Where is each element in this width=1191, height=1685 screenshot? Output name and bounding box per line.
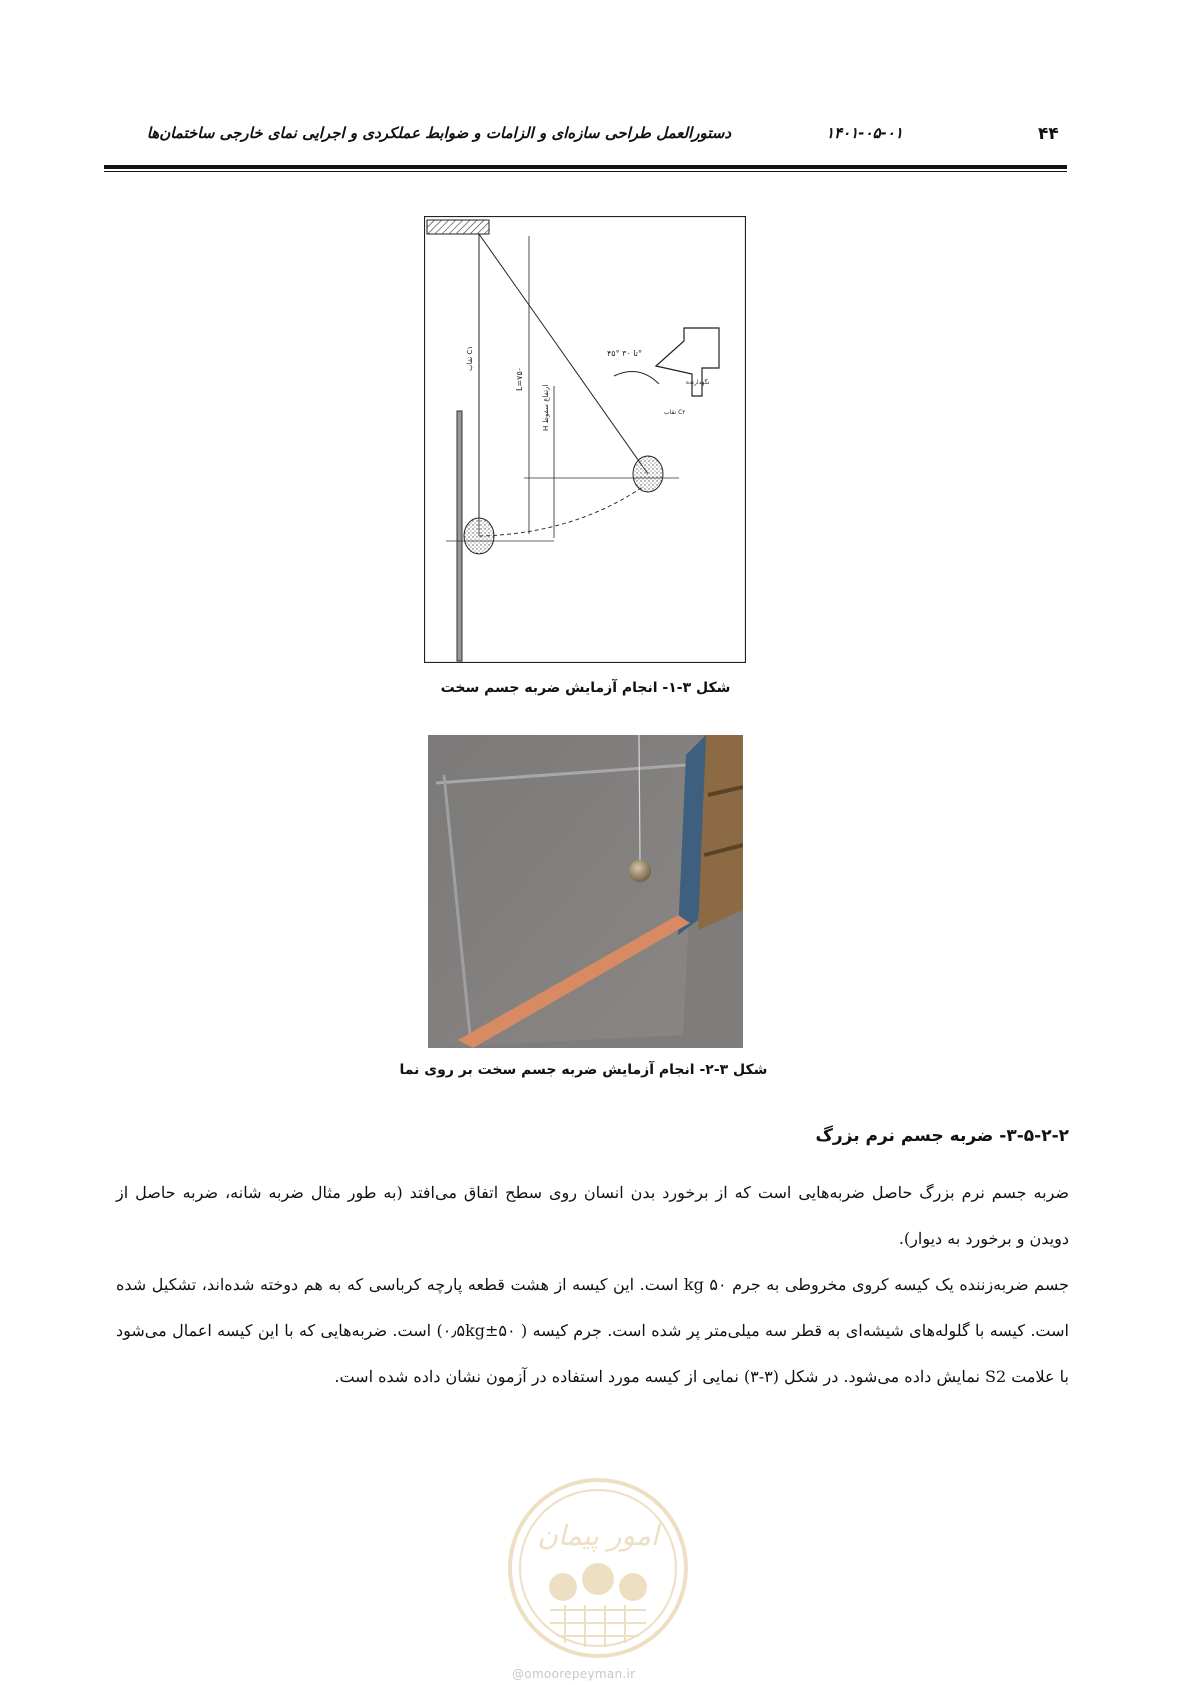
label-pendulum: نقاب C۱: [466, 345, 474, 371]
label-side: نقاب C۲: [664, 409, 686, 416]
figure-facade-impact-photo: [428, 735, 743, 1048]
header-rule-thick: [104, 165, 1067, 169]
section-body: [116, 1170, 1069, 1400]
watermark-url: @omoorepeyman.ir: [512, 1667, 636, 1681]
document-title: دستورالعمل طراحی سازه‌ای و الزامات و ضوابط عملکردی و اجرایی نمای خارجی ساختمان‌ها: [146, 124, 731, 142]
figure-hard-body-impact-diagram: [424, 216, 746, 663]
page-number: ۴۴: [1038, 124, 1059, 144]
document-date: ۱۴۰۱-۰۵-۰۱: [826, 124, 903, 142]
figure1-caption: شکل ۳-۱- انجام آزمایش ضربه جسم سخت: [440, 680, 731, 696]
ceiling-support: [427, 220, 489, 234]
impact-ball-raised: [633, 456, 663, 492]
label-length: L=۷۵۰: [515, 366, 524, 391]
paragraph-1: ضربه جسم نرم بزرگ حاصل ضربه‌هایی است که از برخورد بدن انسان روی سطح اتفاق می‌افتد (به طور مثال ضربه شانه، ضربه حاصل از دویدن و برخورد به دیوار).: [116, 1183, 1069, 1248]
watermark-seal-logo: [505, 1475, 691, 1661]
section-heading: ۳-۵-۲-۲- ضربه جسم نرم بزرگ: [815, 1126, 1069, 1146]
figure-frame: [425, 217, 746, 663]
label-height: H ارتفاع سقوط: [542, 384, 550, 431]
wall-panel: [457, 411, 462, 661]
header-rule-thin: [104, 171, 1067, 172]
impact-ball: [629, 860, 651, 882]
figure2-caption: شکل ۳-۲- انجام آزمایش ضربه جسم سخت بر روی نما: [399, 1062, 768, 1078]
svg-text:امور پیمان: امور پیمان: [537, 1519, 659, 1552]
paragraph-2: جسم ضربه‌زننده یک کیسه کروی مخروطی به جرم ۵۰ kg است. این کیسه از هشت قطعه پارچه کرباسی که به هم دوخته شده‌اند، تشکیل شده است. کیسه با گلوله‌های شیشه‌ای به قطر سه میلی‌متر پر شده است. جرم کیسه ( ۵۰±۰٫۵kg) است. ضربه‌هایی که با این کیسه اعمال می‌شود با علامت S2 نمایش داده می‌شود. در شکل (۳-۳) نمایی از کیسه مورد استفاده در آزمون نشان داده شده است.: [116, 1275, 1069, 1386]
label-stop: نگهدارنده: [686, 379, 710, 386]
label-angle: ۴۵° تا ۳۰°: [607, 349, 642, 358]
